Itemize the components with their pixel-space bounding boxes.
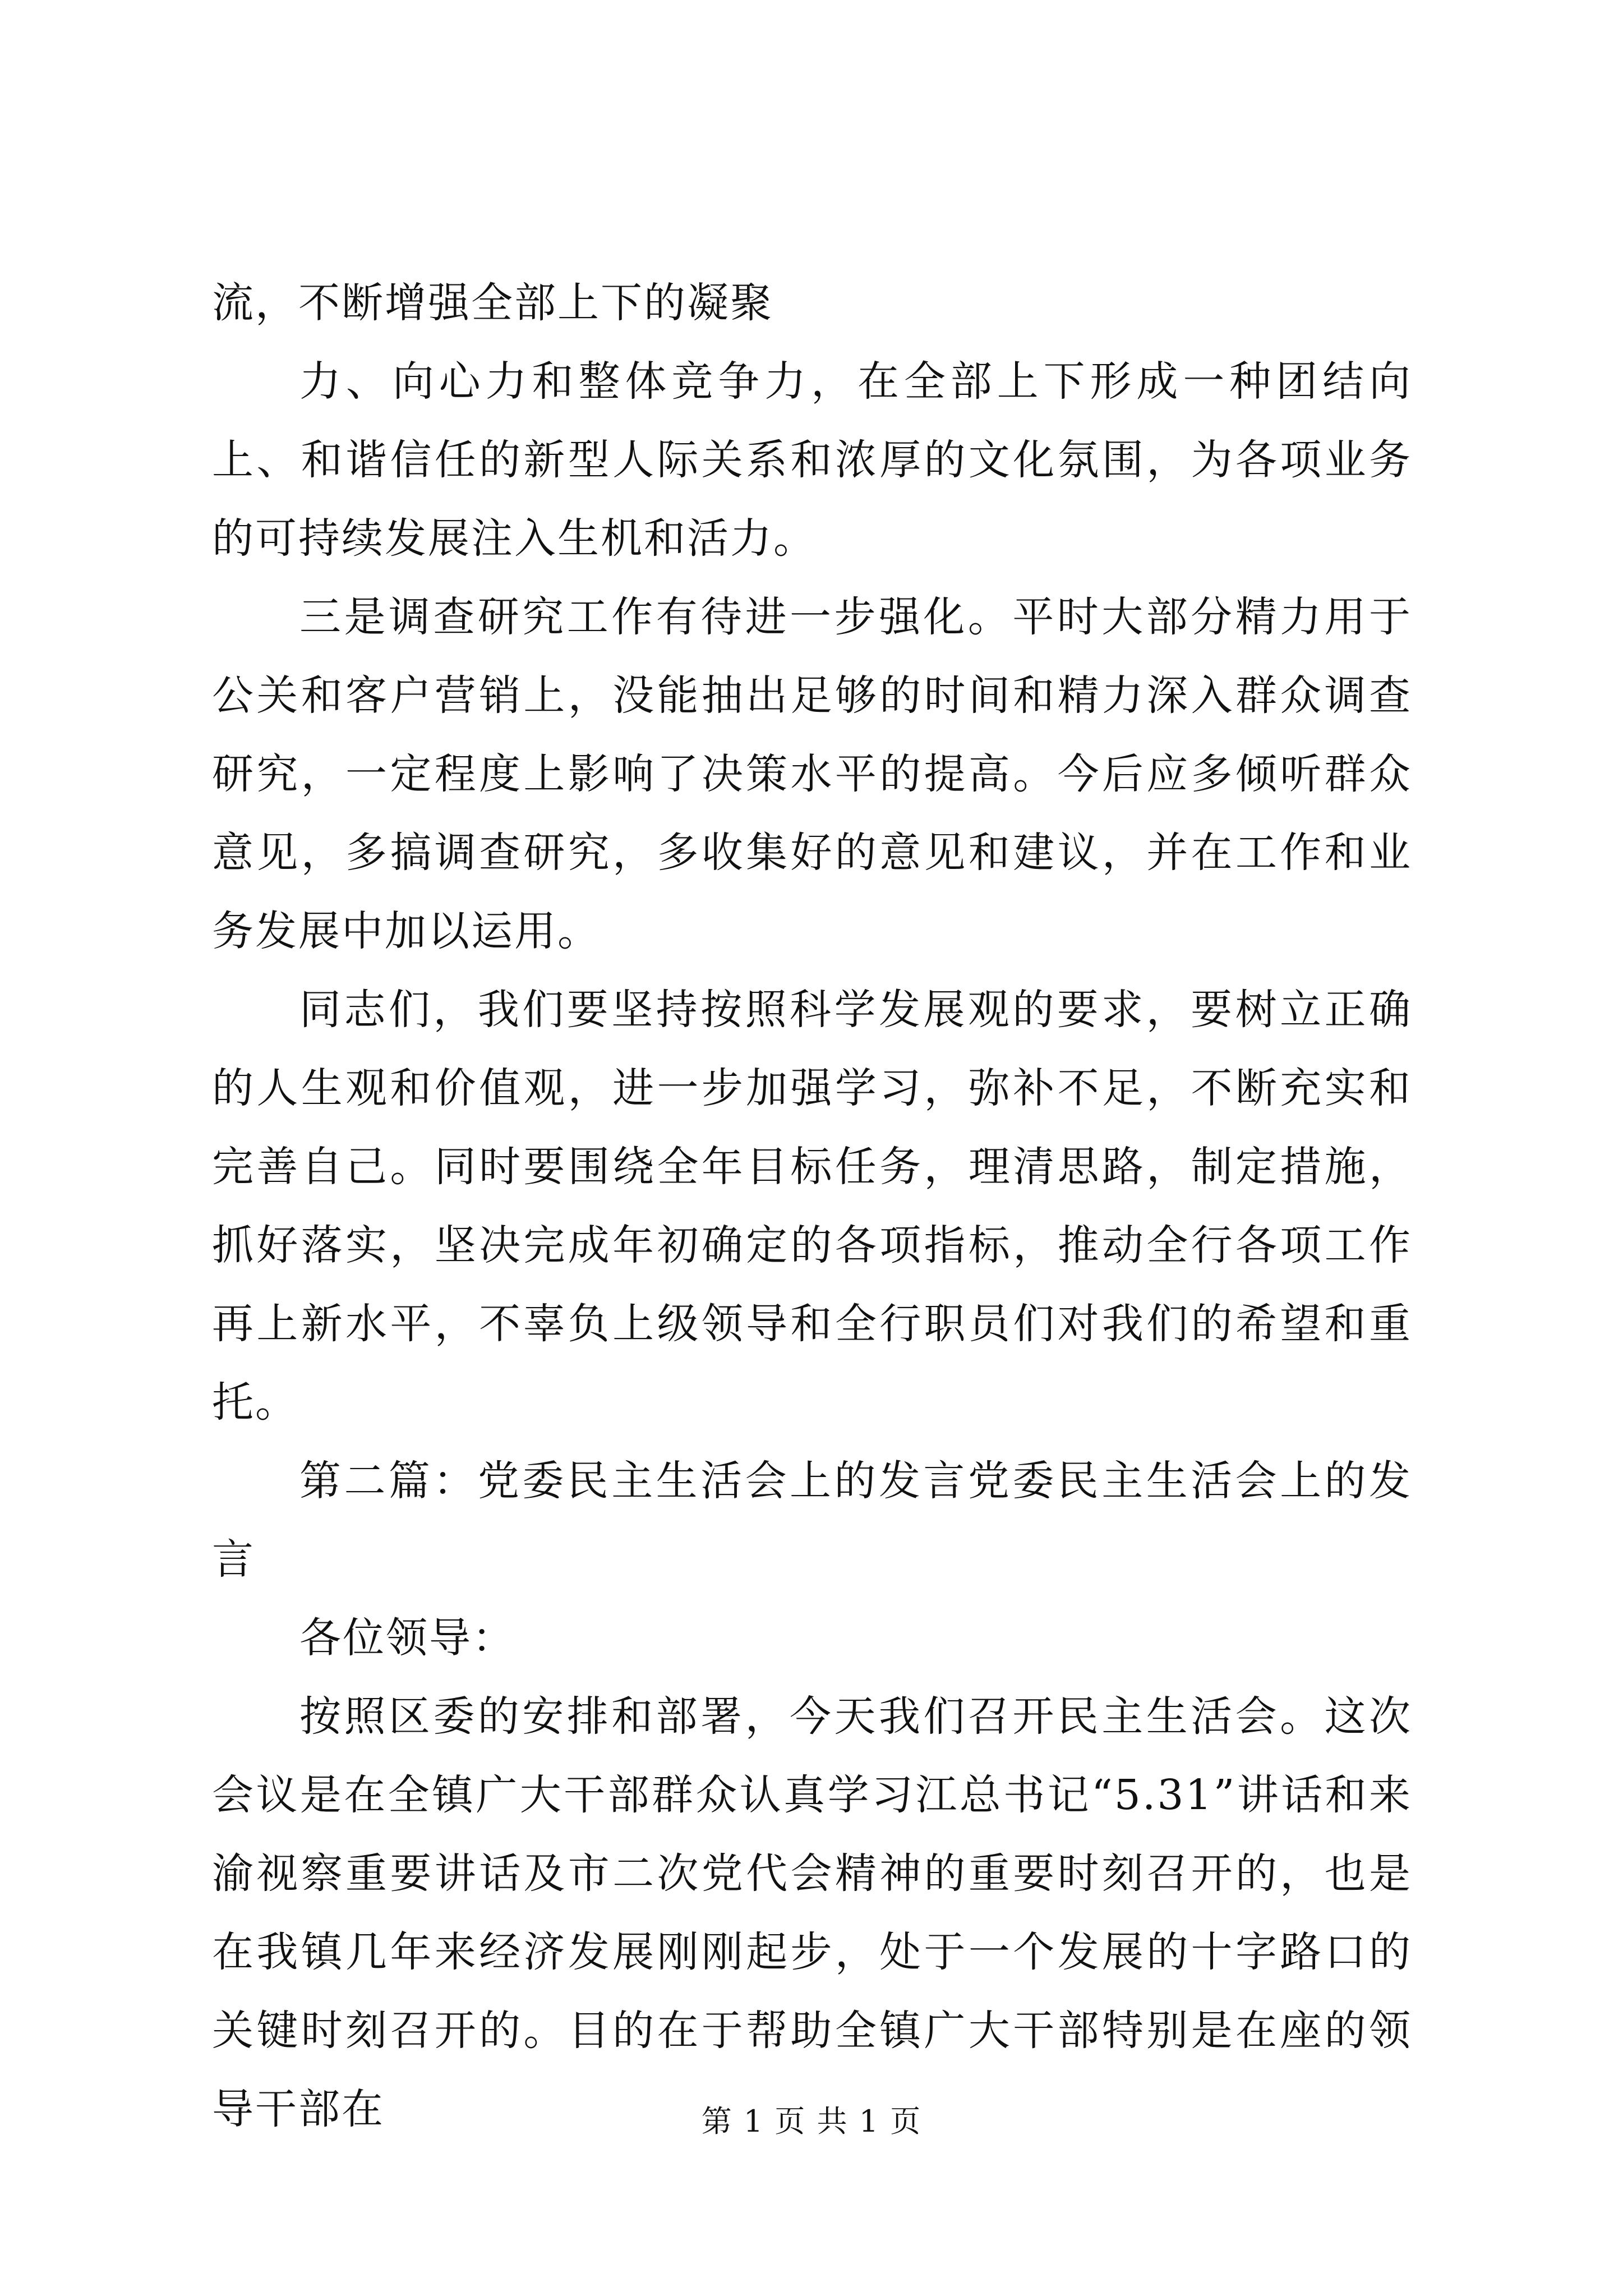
document-body [212,264,1412,2148]
paragraph-cohesion: 力、向心力和整体竞争力，在全部上下形成一种团结向上、和谐信任的新型人际关系和浓厚的文化氛围，为各项业务的可持续发展注入生机和活力。 [212,357,1412,563]
page-number-footer: 第 1 页 共 1 页 [701,2104,922,2139]
paragraph-continuation: 流，不断增强全部上下的凝聚 [212,279,773,327]
paragraph-research: 三是调查研究工作有待进一步强化。平时大部分精力用于公关和客户营销上，没能抽出足够的时间和精力深入群众调查研究，一定程度上影响了决策水平的提高。今后应多倾听群众意见，多搞调查研究，多收集好的意见和建议，并在工作和业务发展中加以运用。 [212,593,1412,955]
section-heading-part-two: 第二篇：党委民主生活会上的发言党委民主生活会上的发言 [212,1457,1412,1584]
paragraph-comrades: 同志们，我们要坚持按照科学发展观的要求，要树立正确的人生观和价值观，进一步加强学习，弥补不足，不断充实和完善自己。同时要围绕全年目标任务，理清思路，制定措施，抓好落实，坚决完成年初确定的各项指标，推动全行各项工作再上新水平，不辜负上级领导和全行职员们对我们的希望和重托。 [212,986,1412,1427]
paragraph-meeting: 按照区委的安排和部署，今天我们召开民主生活会。这次会议是在全镇广大干部群众认真学习江总书记“5.31”讲话和来渝视察重要讲话及市二次党代会精神的重要时刻召开的，也是在我镇几年来经济发展刚刚起步，处于一个发展的十字路口的关键时刻召开的。目的在于帮助全镇广大干部特别是在座的领导干部在 [212,1692,1412,2133]
salutation: 各位领导： [299,1614,515,1662]
